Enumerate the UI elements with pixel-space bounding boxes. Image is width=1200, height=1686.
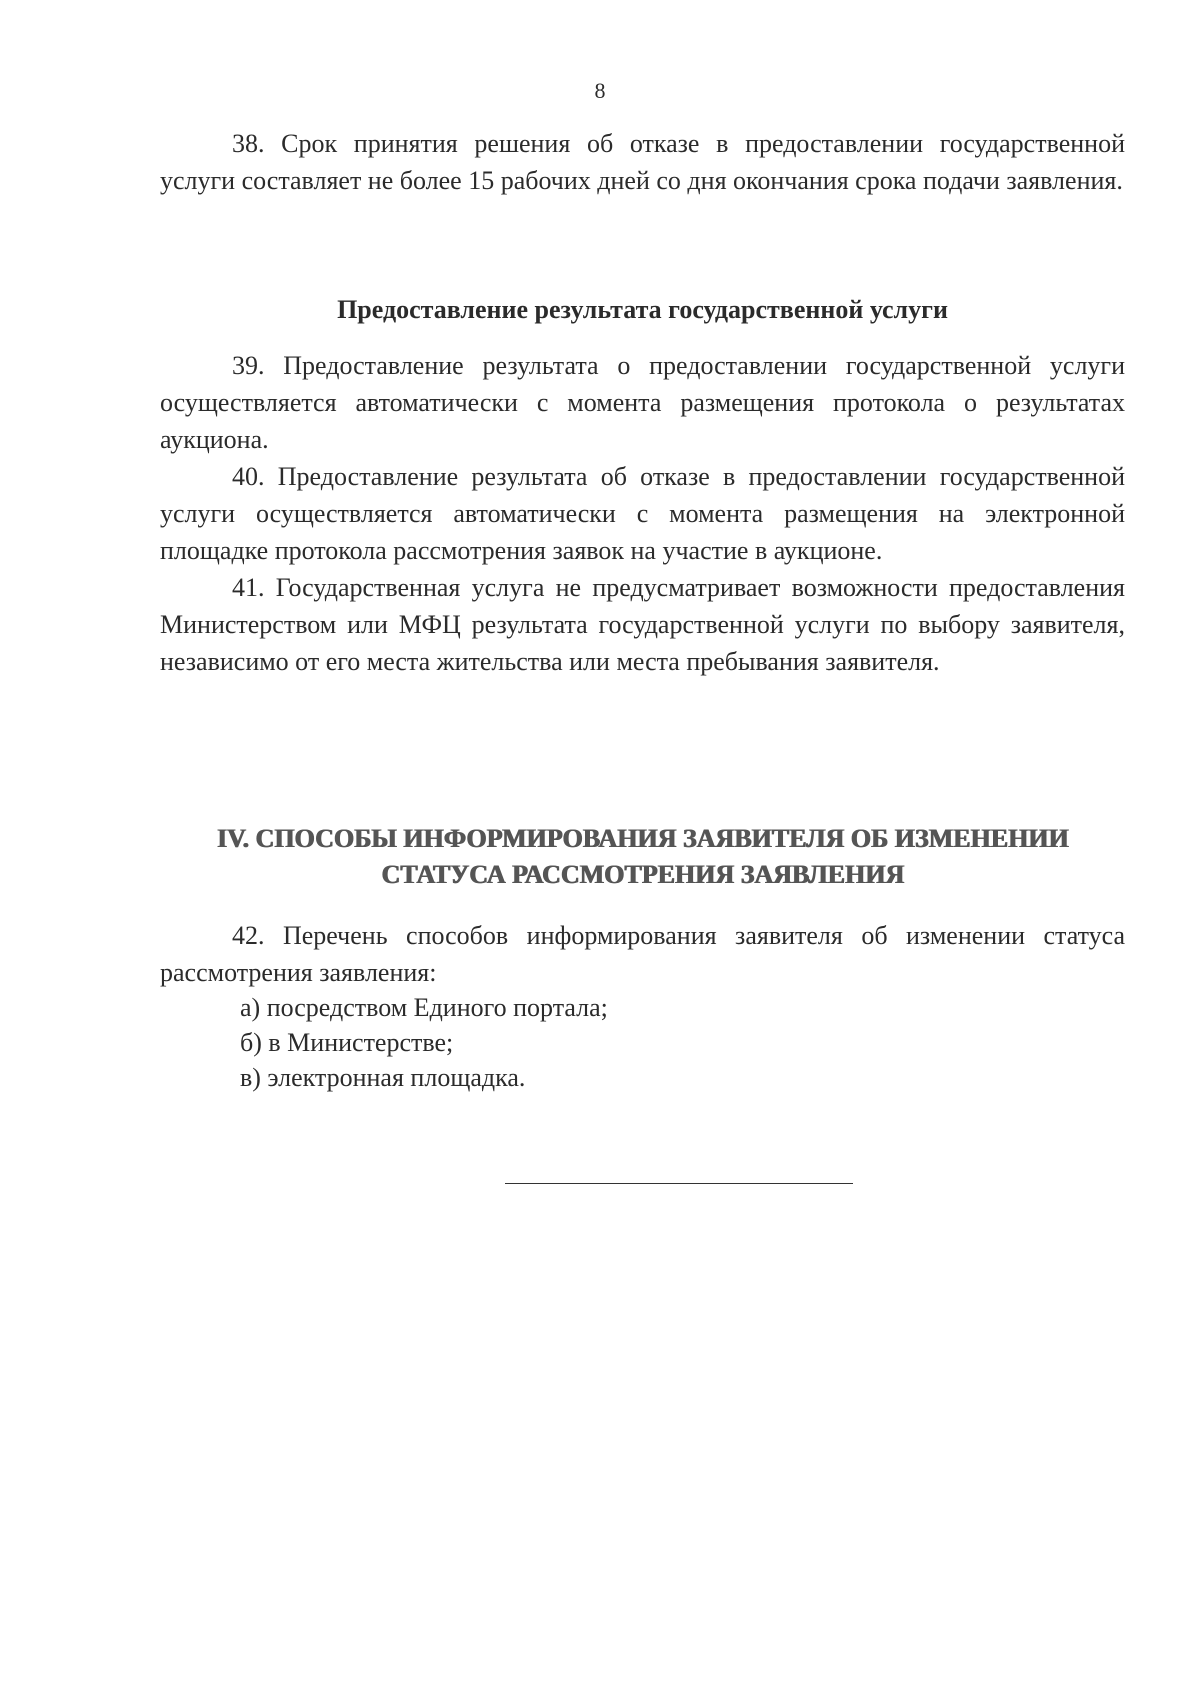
section-iv-heading-line2: СТАТУСА РАССМОТРЕНИЯ ЗАЯВЛЕНИЯ [381, 860, 904, 889]
section-iv-heading-line1: IV. СПОСОБЫ ИНФОРМИРОВАНИЯ ЗАЯВИТЕЛЯ ОБ ИЗМЕНЕНИИ [216, 824, 1069, 853]
subheading-result: Предоставление результата государственной услуги [337, 295, 948, 324]
paragraph-38-block [160, 125, 1125, 199]
list-item: в) электронная площадка. [240, 1063, 526, 1092]
list-item: б) в Министерстве; [240, 1028, 454, 1057]
page-number: 8 [594, 78, 606, 103]
notification-methods-list [240, 990, 1120, 1095]
paragraph-42-block [160, 917, 1125, 991]
paragraph-42: 42. Перечень способов информирования заявителя об изменении статуса рассмотрения заявления: [160, 921, 1125, 987]
section-iv-heading [160, 821, 1125, 893]
paragraph-39: 39. Предоставление результата о предоставлении государственной услуги осуществляется автоматически с момента размещения протокола о результатах аукциона. [160, 351, 1125, 454]
end-divider [505, 1183, 853, 1184]
paragraphs-39-41-block [160, 347, 1125, 680]
list-item: а) посредством Единого портала; [240, 993, 608, 1022]
paragraph-41: 41. Государственная услуга не предусматривает возможности предоставления Министерством или МФЦ результата государственной услуги по выбору заявителя, независимо от его места жительства или места пребывания заявителя. [160, 573, 1125, 676]
paragraph-40: 40. Предоставление результата об отказе в предоставлении государственной услуги осуществляется автоматически с момента размещения на электронной площадке протокола рассмотрения заявок на участие в аукционе. [160, 462, 1125, 565]
paragraph-38: 38. Срок принятия решения об отказе в предоставлении государственной услуги составляет не более 15 рабочих дней со дня окончания срока подачи заявления. [160, 129, 1125, 195]
